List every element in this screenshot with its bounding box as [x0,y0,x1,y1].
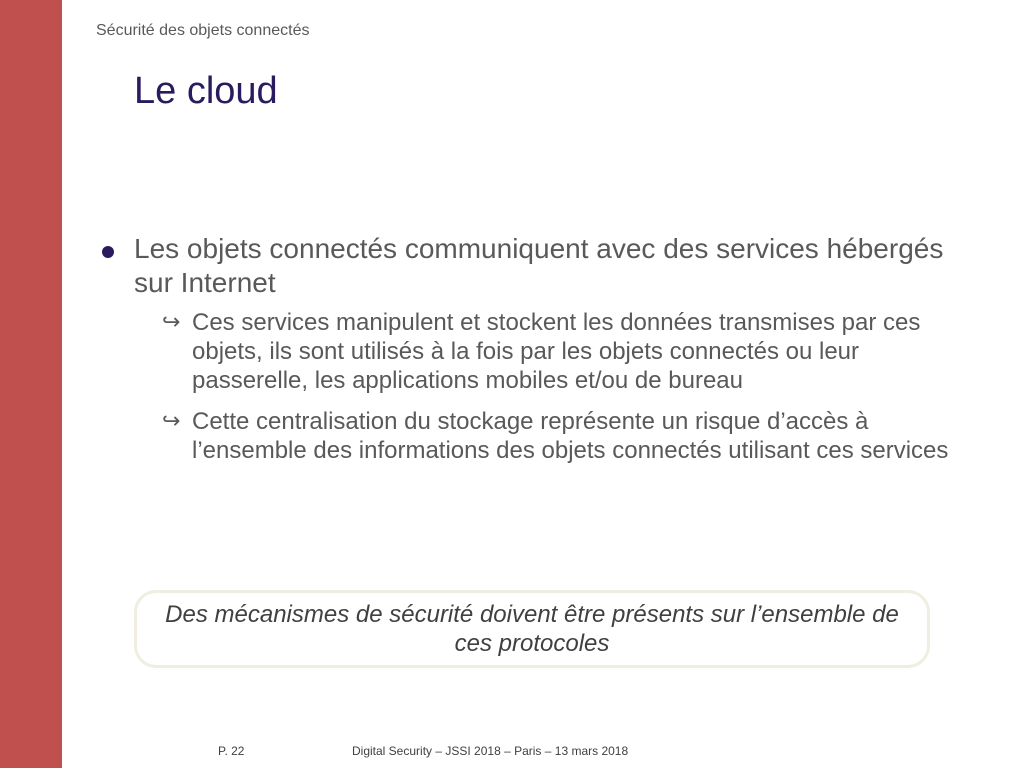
hook-arrow-icon: ↪ [162,409,181,434]
slide-title: Le cloud [134,70,278,112]
callout-text: Des mécanismes de sécurité doivent être présents sur l’ensemble de ces protocoles [165,601,899,657]
hook-arrow-icon: ↪ [162,310,181,335]
sub-bullet-list [98,308,978,465]
callout-box [134,590,930,668]
page-number: P. 22 [218,744,245,758]
bullet-text: Les objets connectés communiquent avec des services hébergés sur Internet [134,233,944,298]
sub-bullet-text: Ces services manipulent et stockent les données transmises par ces objets, ils sont utilisés à la fois par les objets connectés ou leur passerelle, les applications mobiles et/ou de bureau [192,309,921,394]
section-header: Sécurité des objets connectés [96,22,310,39]
bullet-item [98,232,978,300]
bullet-dot-icon [102,246,114,258]
slide-content [98,232,978,477]
sub-bullet-text: Cette centralisation du stockage représente un risque d’accès à l’ensemble des informations des objets connectés utilisant ces services [192,408,949,464]
footer-text: Digital Security – JSSI 2018 – Paris – 13 mars 2018 [352,744,629,758]
sub-bullet-item [162,407,978,465]
side-accent-bar [0,0,62,768]
sub-bullet-item [162,308,978,395]
